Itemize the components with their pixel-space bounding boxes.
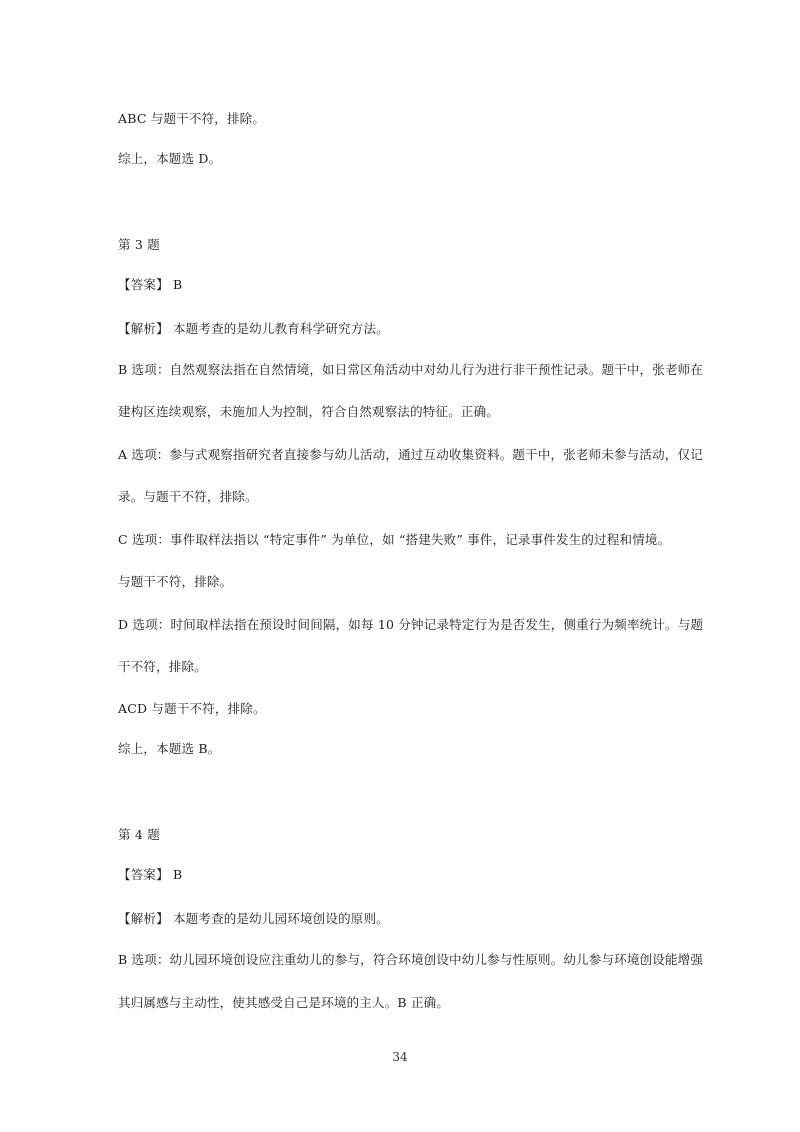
question-heading: 第 3 题 <box>118 237 160 252</box>
text-line: B 选项：幼儿园环境创设应注重幼儿的参与，符合环境创设中幼儿参与性原则。幼儿参与环境创设能增强 <box>118 952 704 967</box>
answer-line: 【答案】 B <box>118 867 183 882</box>
question-heading: 第 4 题 <box>118 827 160 842</box>
analysis-line: 【解析】 本题考查的是幼儿教育科学研究方法。 <box>118 321 389 336</box>
text-line: ACD 与题干不符，排除。 <box>118 701 266 716</box>
text-line: 综上，本题选 B。 <box>118 741 221 756</box>
page-number: 34 <box>392 1050 408 1064</box>
text-line: 与题干不符，排除。 <box>118 574 233 589</box>
text-line: 干不符，排除。 <box>118 659 207 674</box>
text-line: 录。与题干不符，排除。 <box>118 489 258 504</box>
text-line: C 选项：事件取样法指以 “特定事件” 为单位，如 “搭建失败” 事件，记录事件发生的过程和情境。 <box>118 532 671 547</box>
analysis-line: 【解析】 本题考查的是幼儿园环境创设的原则。 <box>118 911 389 926</box>
text-line: 综上，本题选 D。 <box>118 151 222 166</box>
text-line: 建构区连续观察，未施加人为控制，符合自然观察法的特征。正确。 <box>118 404 500 419</box>
text-line: D 选项：时间取样法指在预设时间间隔，如每 10 分钟记录特定行为是否发生，侧重行为频率统计。与题 <box>118 617 704 632</box>
answer-line: 【答案】 B <box>118 277 183 292</box>
text-line: ABC 与题干不符，排除。 <box>118 111 266 126</box>
text-line: A 选项：参与式观察指研究者直接参与幼儿活动，通过互动收集资料。题干中，张老师未参与活动，仅记 <box>118 447 703 462</box>
text-line: 其归属感与主动性，使其感受自己是环境的主人。B 正确。 <box>118 995 450 1010</box>
text-line: B 选项：自然观察法指在自然情境，如日常区角活动中对幼儿行为进行非干预性记录。题干中，张老师在 <box>118 362 704 377</box>
